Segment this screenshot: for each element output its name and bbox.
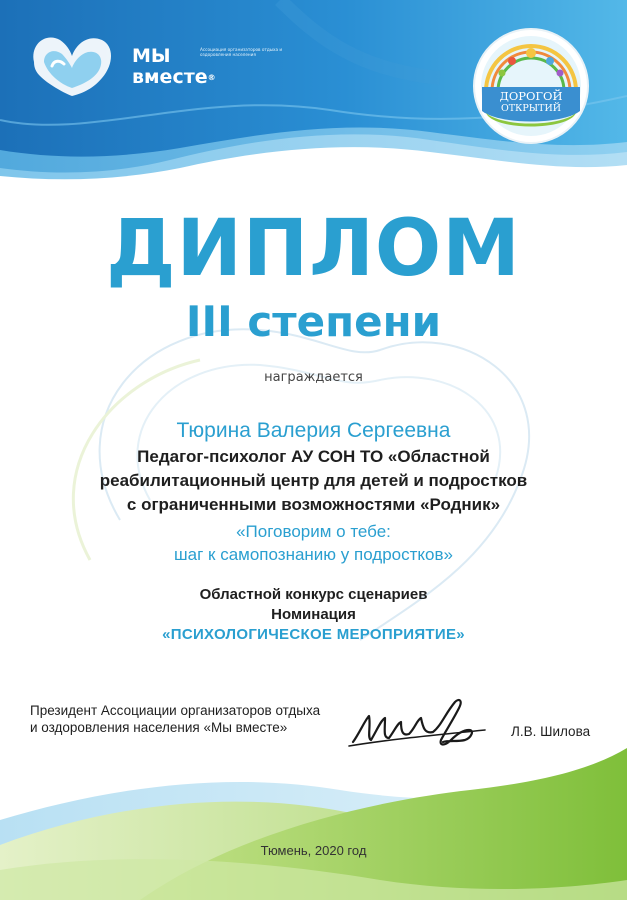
project-title [60,520,567,566]
awarded-label: награждается [264,370,363,385]
organization-name-line2: вместе® [132,66,216,88]
badge-title-line1: ДОРОГОЙ [499,89,563,103]
nomination-label: Номинация [271,606,356,623]
signatory-name: Л.В. Шилова [511,724,591,739]
signatory-title [30,702,360,736]
organization-name-line1: МЫ [132,45,171,67]
festival-badge [472,27,590,145]
project-line: шаг к самопознанию у подростков» [174,545,453,564]
cupped-hands-icon [22,22,122,102]
recipient-name: Тюрина Валерия Сергеевна [176,419,451,442]
diploma-degree: III степени [185,297,442,346]
nomination-name: «ПСИХОЛОГИЧЕСКОЕ МЕРОПРИЯТИЕ» [162,626,465,643]
signatory-title-line: и оздоровления населения «Мы вместе» [30,720,288,735]
registered-mark: ® [207,73,216,82]
signatory-title-line: Президент Ассоциации организаторов отдыха [30,703,321,718]
contest-name: Областной конкурс сценариев [199,586,428,603]
handwritten-signature [345,690,500,760]
project-line: «Поговорим о тебе: [236,522,391,541]
organization-logo [22,22,282,102]
diploma-title: ДИПЛОМ [106,204,521,294]
rainbow-children-emblem [472,27,590,145]
organization-line: реабилитационный центр для детей и подростков [99,471,528,490]
organization-line: Педагог-психолог АУ СОН ТО «Областной [137,447,490,466]
recipient-organization [60,445,567,517]
organization-tagline: Ассоциация организаторов отдыха и оздоровления населения [200,47,283,58]
badge-title-line2: ОТКРЫТИЙ [500,103,562,114]
place-and-date: Тюмень, 2020 год [260,843,367,858]
organization-line: с ограниченными возможностями «Родник» [126,495,501,514]
